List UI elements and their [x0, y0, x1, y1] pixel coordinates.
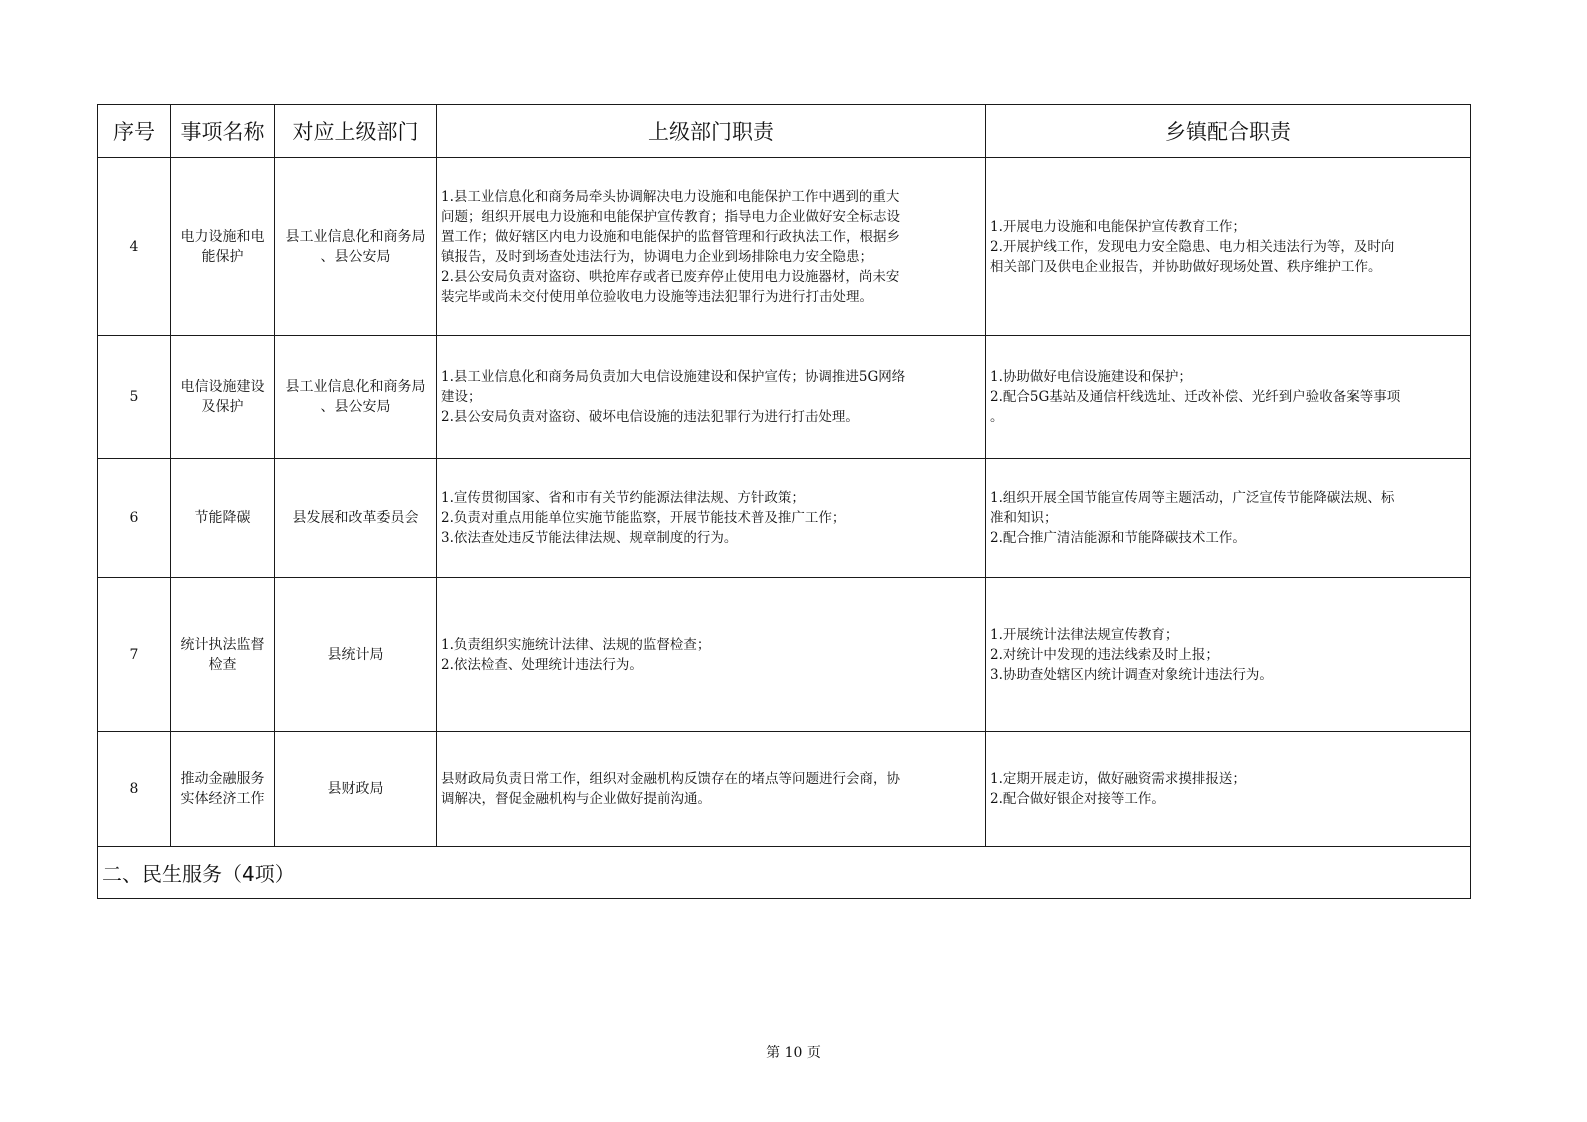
item-name-line: 实体经济工作	[180, 791, 265, 807]
row-number: 7	[98, 578, 171, 732]
town-duty-cell	[986, 459, 1471, 578]
row-number: 8	[98, 732, 171, 847]
town-duty-line: 1.协助做好电信设施建设和保护；	[990, 369, 1192, 385]
header-upper-duty: 上级部门职责	[437, 105, 986, 158]
duty-table	[97, 104, 1471, 899]
section-row	[98, 847, 1471, 899]
header-town-duty: 乡镇配合职责	[986, 105, 1471, 158]
upper-duty-line: 1.负责组织实施统计法律、法规的监督检查；	[441, 636, 711, 653]
town-duty-line: 1.定期开展走访，做好融资需求摸排报送；	[990, 771, 1246, 787]
dept-line: 县工业信息化和商务局	[285, 228, 426, 245]
item-name-cell	[171, 158, 275, 336]
town-duty-line: 2.配合5G基站及通信杆线选址、迁改补偿、光纤到户验收备案等事项	[990, 389, 1401, 405]
dept-cell	[275, 732, 437, 847]
item-name-line: 电信设施建设	[180, 379, 265, 395]
town-duty-line: 2.开展护线工作，发现电力安全隐患、电力相关违法行为等，及时向	[990, 238, 1395, 255]
upper-duty-line: 1.县工业信息化和商务局负责加大电信设施建设和保护宣传；协调推进5G网络	[441, 369, 906, 385]
row-number: 5	[98, 336, 171, 459]
town-duty-line: 2.配合做好银企对接等工作。	[990, 791, 1165, 807]
dept-cell	[275, 336, 437, 459]
town-duty-line: 1.开展统计法律法规宣传教育；	[990, 626, 1179, 643]
item-name-line: 及保护	[201, 399, 244, 415]
town-duty-line: 1.开展电力设施和电能保护宣传教育工作；	[990, 218, 1246, 235]
row-number: 4	[98, 158, 171, 336]
upper-duty-line: 1.县工业信息化和商务局牵头协调解决电力设施和电能保护工作中遇到的重大	[441, 188, 900, 205]
dept-cell	[275, 459, 437, 578]
town-duty-line: 2.对统计中发现的违法线索及时上报；	[990, 646, 1219, 663]
page-number: 第 10 页	[766, 1045, 821, 1061]
table-body	[98, 158, 1471, 899]
item-name-cell	[171, 336, 275, 459]
table-header-row	[98, 105, 1471, 158]
upper-duty-cell	[437, 459, 986, 578]
header-upper-dept: 对应上级部门	[275, 105, 437, 158]
dept-line: 、县公安局	[320, 248, 391, 265]
town-duty-line: 相关部门及供电企业报告，并协助做好现场处置、秩序维护工作。	[990, 258, 1382, 275]
item-name-line: 检查	[208, 656, 237, 673]
upper-duty-line: 问题；组织开展电力设施和电能保护宣传教育；指导电力企业做好安全标志设	[441, 208, 900, 225]
town-duty-line: 准和知识；	[990, 510, 1058, 526]
town-duty-cell	[986, 578, 1471, 732]
town-duty-line: 1.组织开展全国节能宣传周等主题活动，广泛宣传节能降碳法规、标	[990, 490, 1395, 506]
header-item-name: 事项名称	[171, 105, 275, 158]
upper-duty-line: 2.依法检查、处理统计违法行为。	[441, 656, 643, 673]
upper-duty-line: 镇报告，及时到场查处违法行为，协调电力企业到场排除电力安全隐患；	[441, 248, 873, 265]
town-duty-line: 3.协助查处辖区内统计调查对象统计违法行为。	[990, 666, 1273, 683]
upper-duty-line: 县财政局负责日常工作，组织对金融机构反馈存在的堵点等问题进行会商，协	[441, 771, 900, 787]
upper-duty-line: 2.县公安局负责对盗窃、哄抢库存或者已废弃停止使用电力设施器材，尚未安	[441, 268, 900, 285]
table-row	[98, 459, 1471, 578]
upper-duty-cell	[437, 578, 986, 732]
upper-duty-line: 3.依法查处违反节能法律法规、规章制度的行为。	[441, 530, 738, 546]
dept-line: 、县公安局	[320, 399, 391, 415]
upper-duty-line: 建设；	[441, 389, 482, 405]
dept-cell	[275, 578, 437, 732]
header-no: 序号	[98, 105, 171, 158]
dept-line: 县发展和改革委员会	[292, 510, 419, 526]
item-name-cell	[171, 578, 275, 732]
town-duty-line: 。	[990, 409, 1004, 425]
table-row	[98, 158, 1471, 336]
upper-duty-cell	[437, 158, 986, 336]
item-name-line: 统计执法监督	[180, 636, 265, 653]
section-title: 二、民生服务（4项）	[98, 847, 1471, 899]
upper-duty-line: 置工作；做好辖区内电力设施和电能保护的监督管理和行政执法工作，根据乡	[441, 228, 900, 245]
town-duty-cell	[986, 732, 1471, 847]
town-duty-line: 2.配合推广清洁能源和节能降碳技术工作。	[990, 530, 1246, 546]
table-row	[98, 732, 1471, 847]
upper-duty-line: 1.宣传贯彻国家、省和市有关节约能源法律法规、方针政策；	[441, 490, 805, 506]
upper-duty-line: 装完毕或尚未交付使用单位验收电力设施等违法犯罪行为进行打击处理。	[441, 288, 873, 305]
dept-line: 县统计局	[327, 646, 384, 663]
item-name-cell	[171, 459, 275, 578]
table-row	[98, 578, 1471, 732]
dept-cell	[275, 158, 437, 336]
item-name-cell	[171, 732, 275, 847]
item-name-line: 能保护	[201, 248, 244, 265]
table-row	[98, 336, 1471, 459]
upper-duty-cell	[437, 336, 986, 459]
upper-duty-line: 调解决，督促金融机构与企业做好提前沟通。	[441, 791, 711, 807]
dept-line: 县工业信息化和商务局	[285, 379, 426, 395]
item-name-line: 电力设施和电	[180, 228, 265, 245]
upper-duty-cell	[437, 732, 986, 847]
dept-line: 县财政局	[327, 781, 384, 797]
upper-duty-line: 2.县公安局负责对盗窃、破坏电信设施的违法犯罪行为进行打击处理。	[441, 409, 859, 425]
row-number: 6	[98, 459, 171, 578]
item-name-line: 节能降碳	[194, 510, 251, 526]
upper-duty-line: 2.负责对重点用能单位实施节能监察，开展节能技术普及推广工作；	[441, 510, 846, 526]
town-duty-cell	[986, 336, 1471, 459]
item-name-line: 推动金融服务	[180, 771, 265, 787]
town-duty-cell	[986, 158, 1471, 336]
